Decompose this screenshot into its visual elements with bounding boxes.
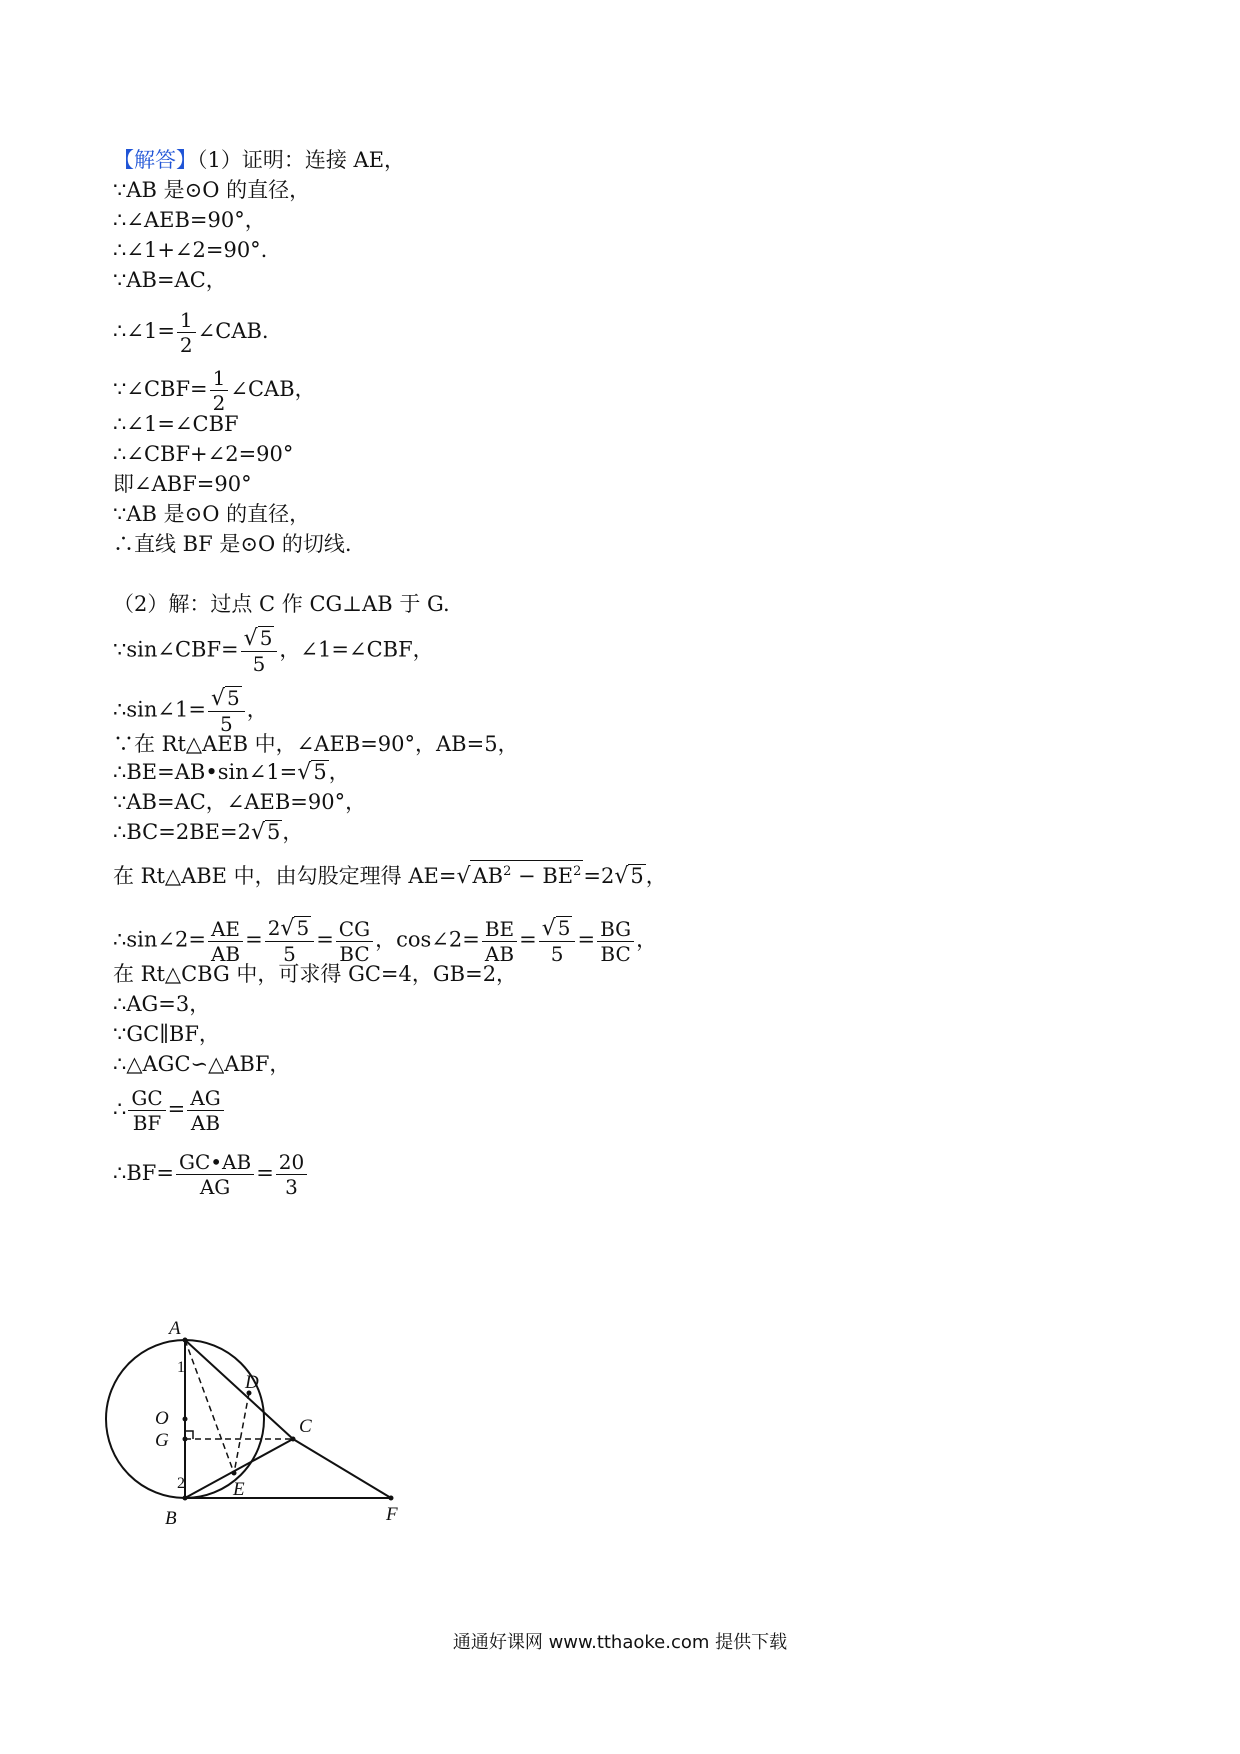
numerator: GC•AB [176,1150,254,1175]
text: ， [328,760,350,784]
label-d: D [245,1372,259,1393]
text: ∴sin∠1= [113,697,206,722]
term: AB [472,864,504,888]
fraction [265,916,315,966]
text: ， [246,697,268,722]
fraction [276,1150,307,1199]
solution-heading [113,146,405,174]
radicand: 5 [266,820,281,844]
denominator: 2 [179,333,193,357]
term: BE [542,864,574,888]
fraction [336,917,373,966]
fraction [208,917,243,966]
denominator: AB [210,941,241,966]
part1-line-5: ∵AB=AC， [113,268,227,292]
part2-line-9: ∴sin∠2= $\frac{AE}{AB}$ = $\frac{2√ 5}{5}$ = $\frac{CG}{BC}$ ，cos∠2= $\frac{BE}{AB}$ = $\frac{√ 5}{5}$ = $\frac{BG}{BC}$ ， [113,916,658,966]
radicand: 5 [630,864,644,888]
text: ∵∠CBF= [113,377,208,401]
numerator: BG [597,917,634,942]
radical-sign: √ [456,864,471,889]
text: ∴BE=AB•sin∠1= [113,760,298,784]
segment-ac [185,1340,293,1439]
denominator: BC [339,941,370,966]
radicand: 5 [313,760,327,784]
point-b [183,1496,188,1501]
fraction [187,1086,223,1135]
part2-line-12: ∵GC∥BF， [113,1022,220,1046]
denominator: 2 [212,391,226,415]
text: 在 Rt△ABE 中，由勾股定理得 AE= [113,864,457,888]
part1-line-9: ∴∠CBF+∠2=90° [113,442,294,466]
part1-line-12: ∴直线 BF 是⊙O 的切线. [113,532,352,556]
part1-line-6 [113,308,269,357]
page-footer: 通通好课网 www.tthaoke.com 提供下载 [452,1632,788,1653]
fraction [241,626,278,676]
point-c [291,1437,296,1442]
radical-sign: √ [297,760,312,785]
fraction [597,917,634,966]
numerator: 1 [177,308,196,333]
text: ∴∠1= [113,319,175,343]
text: ∴ [113,1097,127,1121]
text: ，∠1=∠CBF， [279,637,434,662]
radicand: 5 [226,686,240,710]
part1-line-7 [113,366,316,415]
fraction [208,686,245,736]
fraction [128,1086,165,1135]
point-f [389,1496,394,1501]
text: ∴BF= [113,1161,174,1185]
fraction [539,916,576,966]
radical-sign: √ [541,916,556,941]
numerator [539,916,576,942]
exponent: 2 [573,864,582,879]
numerator [208,686,245,712]
radical-sign: √ [250,820,265,845]
label-o: O [155,1408,169,1429]
denominator: AG [199,1175,231,1199]
part2-line-4: ∵在 Rt△AEB 中，∠AEB=90°，AB=5， [113,732,519,756]
label-a: A [169,1318,181,1339]
fraction [210,366,229,415]
denominator: 5 [252,652,266,676]
part1-line-2: ∵AB 是⊙O 的直径， [113,178,311,202]
radical-sign: √ [243,626,258,651]
label-f: F [386,1504,398,1525]
radical-sign: √ [614,864,629,889]
part2-line-15: ∴BF= $\frac{GC•AB}{AG}$ = $\frac{20}{3}$ [113,1150,309,1199]
part1-line-10: 即∠ABF=90° [113,472,252,496]
text: ∴sin∠2= [113,927,206,952]
segment-de [234,1393,249,1473]
part2-line-11: ∴AG=3， [113,992,211,1016]
label-c: C [299,1416,312,1437]
radicand: 5 [296,916,310,940]
numerator [241,626,278,652]
segment-ae [185,1340,234,1473]
denominator: BF [132,1111,162,1135]
geometry-figure [103,1310,463,1550]
segment-cf [293,1439,391,1498]
fraction [176,1150,254,1199]
denominator: 5 [283,942,296,966]
part1-line-3: ∴∠AEB=90°， [113,208,266,232]
denominator: 3 [285,1175,298,1199]
text: =2 [583,864,615,888]
part1-line-1: （1）证明：连接 AE， [197,148,406,172]
radicand: $AB^2 - BE^2$ [470,860,583,887]
part1-line-8: ∴∠1=∠CBF [113,412,239,436]
numerator [265,916,315,942]
point-a [183,1338,188,1343]
solution-tag: 【解答】 [113,148,197,172]
denominator: 5 [219,712,233,736]
fraction [177,308,196,357]
numerator: GC [128,1086,165,1111]
denominator: AB [484,941,515,966]
part2-line-13: ∴△AGC∽△ABF， [113,1052,291,1076]
label-b: B [165,1508,177,1529]
text: ∴BC=2BE=2 [113,820,251,844]
angle-label-1: 1 [177,1359,185,1376]
part1-line-11: ∵AB 是⊙O 的直径， [113,502,311,526]
label-e: E [233,1479,245,1500]
denominator: 5 [550,942,564,966]
radicand: 5 [259,626,273,650]
text: ∠CAB， [230,377,316,401]
fraction [482,917,517,966]
label-g: G [155,1430,169,1451]
radical-sign: √ [210,686,225,711]
part2-line-1: （2）解：过点 C 作 CG⊥AB 于 G. [113,592,450,616]
denominator: BC [600,941,631,966]
exponent: 2 [503,864,512,879]
part2-line-14: ∴ $\frac{GC}{BF}$ = $\frac{AG}{AB}$ [113,1086,226,1135]
coefficient: 2 [267,916,281,940]
part2-line-5 [113,758,350,787]
numerator: AE [208,917,243,942]
angle-label-2: 2 [177,1475,185,1492]
part2-line-7 [113,818,303,847]
part2-line-10: 在 Rt△CBG 中，可求得 GC=4，GB=2， [113,962,518,986]
text: ∵sin∠CBF= [113,637,239,662]
radicand: 5 [557,916,571,940]
text: ∠CAB. [197,319,269,343]
denominator: AB [190,1111,221,1135]
numerator: AG [187,1086,223,1111]
text: ， [636,927,658,952]
point-o [183,1417,188,1422]
part2-line-6: ∵AB=AC，∠AEB=90°， [113,790,367,814]
part2-line-3 [113,686,268,736]
numerator: 20 [276,1150,307,1175]
part2-line-2 [113,626,434,676]
numerator: BE [482,917,517,942]
numerator: 1 [210,366,229,391]
radical-sign: √ [280,916,295,941]
text: ，cos∠2= [375,927,480,952]
point-g [183,1437,188,1442]
part1-line-4: ∴∠1+∠2=90°. [113,238,268,262]
text: ， [645,864,667,888]
text: ， [282,820,304,844]
part2-line-8 [113,860,667,891]
numerator: CG [336,917,373,942]
point-e [232,1471,237,1476]
